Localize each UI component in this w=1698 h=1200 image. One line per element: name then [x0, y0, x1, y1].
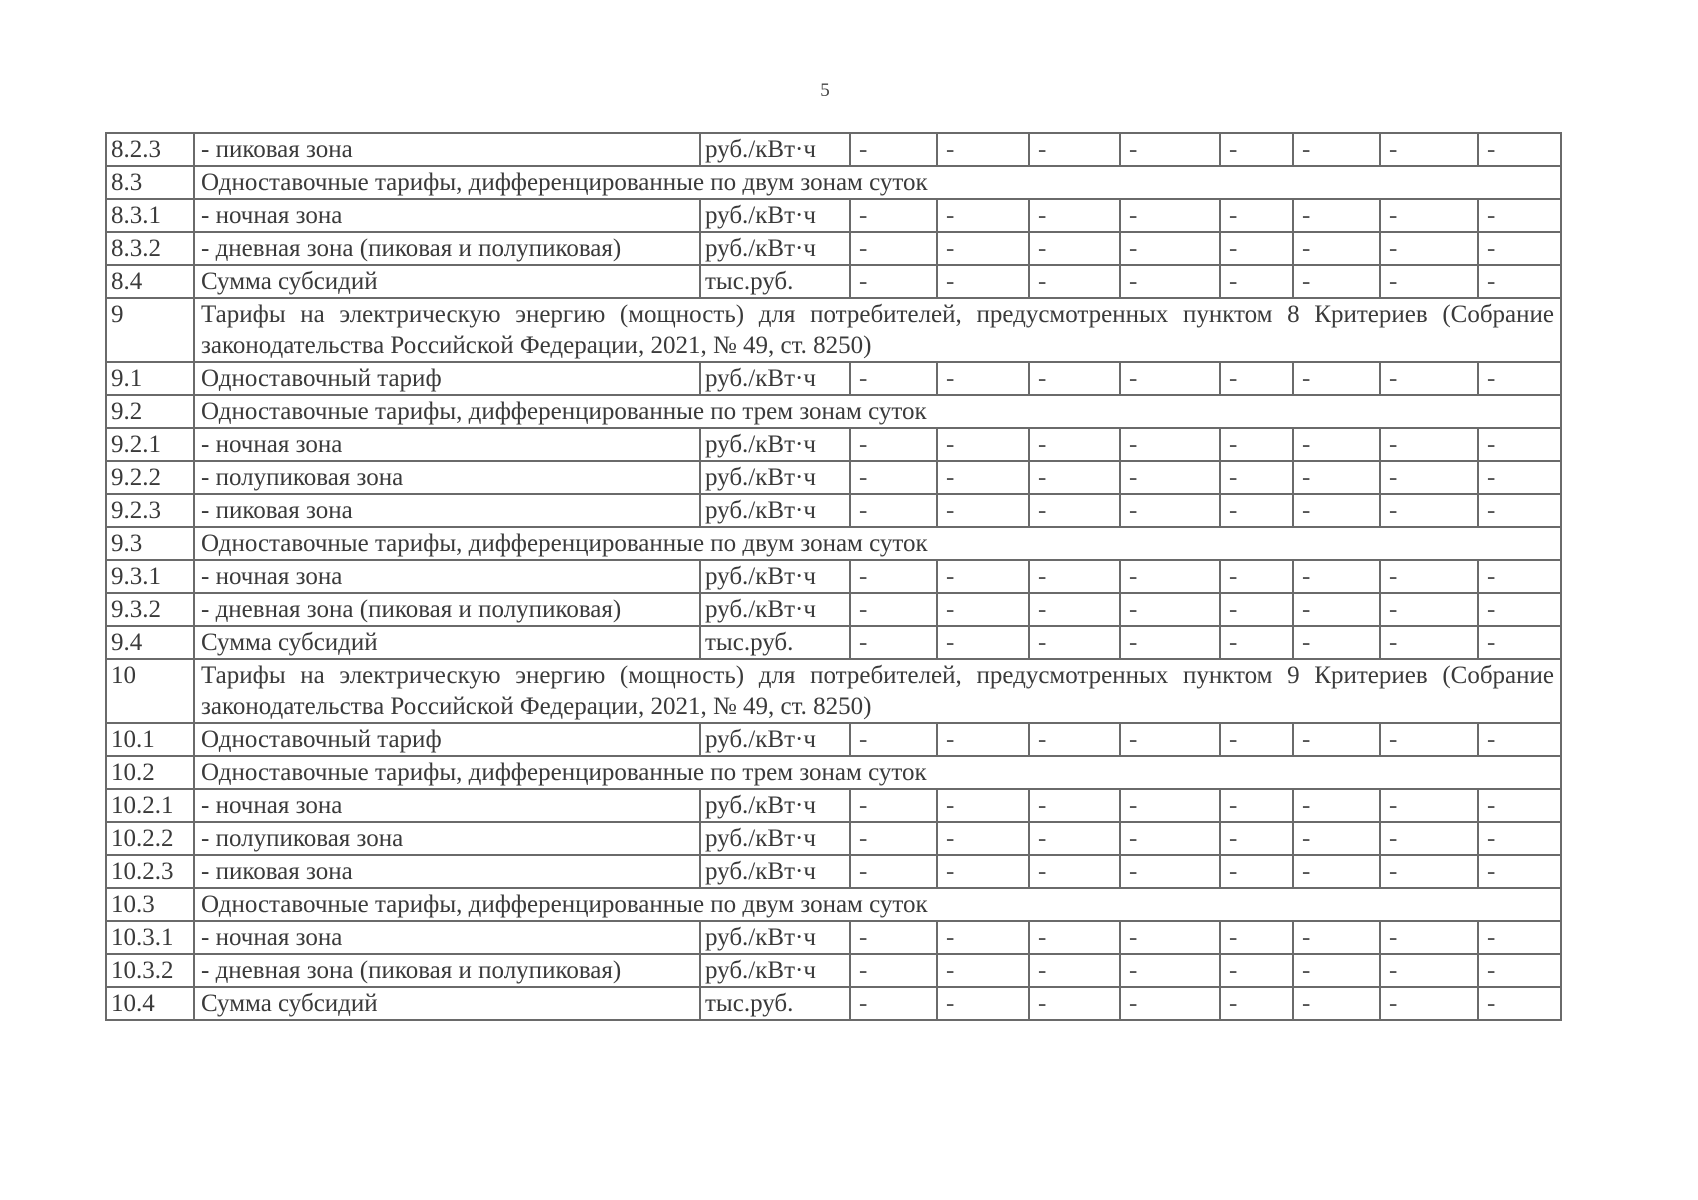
value-cell: - [1380, 494, 1478, 527]
value-cell: - [1029, 199, 1120, 232]
value-cell: - [1293, 461, 1380, 494]
value-cell: - [850, 133, 937, 166]
table-row [106, 789, 1561, 822]
row-number-cell: 9.2.1 [106, 428, 194, 461]
row-number-cell: 9.3.2 [106, 593, 194, 626]
value-cell: - [1120, 593, 1220, 626]
value-cell: - [1380, 723, 1478, 756]
value-cell: - [1478, 987, 1561, 1020]
value-cell: - [850, 560, 937, 593]
section-header-row [106, 298, 1561, 362]
row-number-cell: 10.3 [106, 888, 194, 921]
section-header-cell: Одноставочные тарифы, дифференцированные по двум зонам суток [194, 888, 1561, 921]
value-cell: - [850, 954, 937, 987]
value-cell: - [1478, 855, 1561, 888]
value-cell: - [1029, 362, 1120, 395]
value-cell: - [1220, 494, 1293, 527]
value-cell: - [1120, 461, 1220, 494]
value-cell: - [1120, 855, 1220, 888]
value-cell: - [937, 494, 1029, 527]
value-cell: - [1380, 789, 1478, 822]
row-number-cell: 9.2.2 [106, 461, 194, 494]
row-number-cell: 10.3.2 [106, 954, 194, 987]
section-header-row [106, 888, 1561, 921]
table-row [106, 593, 1561, 626]
section-header-row [106, 395, 1561, 428]
value-cell: - [1220, 954, 1293, 987]
value-cell: - [1380, 954, 1478, 987]
value-cell: - [1220, 265, 1293, 298]
unit-cell: руб./кВт·ч [700, 232, 850, 265]
row-number-cell: 9 [106, 298, 194, 362]
value-cell: - [1029, 428, 1120, 461]
table-row [106, 428, 1561, 461]
value-cell: - [1380, 362, 1478, 395]
value-cell: - [1029, 954, 1120, 987]
value-cell: - [1380, 626, 1478, 659]
value-cell: - [1220, 921, 1293, 954]
table-row [106, 199, 1561, 232]
unit-cell: руб./кВт·ч [700, 461, 850, 494]
value-cell: - [1478, 723, 1561, 756]
indicator-name-cell: - полупиковая зона [194, 461, 700, 494]
value-cell: - [1380, 428, 1478, 461]
value-cell: - [1293, 232, 1380, 265]
value-cell: - [1120, 789, 1220, 822]
row-number-cell: 10.1 [106, 723, 194, 756]
unit-cell: руб./кВт·ч [700, 789, 850, 822]
table-row [106, 954, 1561, 987]
table-row [106, 133, 1561, 166]
indicator-name-cell: - дневная зона (пиковая и полупиковая) [194, 593, 700, 626]
value-cell: - [1120, 362, 1220, 395]
value-cell: - [1220, 461, 1293, 494]
unit-cell: руб./кВт·ч [700, 855, 850, 888]
value-cell: - [1220, 789, 1293, 822]
value-cell: - [1029, 133, 1120, 166]
row-number-cell: 10.2.3 [106, 855, 194, 888]
unit-cell: тыс.руб. [700, 987, 850, 1020]
page-number: 5 [820, 80, 830, 101]
table-row [106, 822, 1561, 855]
value-cell: - [1220, 232, 1293, 265]
value-cell: - [1029, 265, 1120, 298]
indicator-name-cell: - ночная зона [194, 428, 700, 461]
value-cell: - [1120, 723, 1220, 756]
value-cell: - [1120, 822, 1220, 855]
table-row [106, 723, 1561, 756]
value-cell: - [1380, 265, 1478, 298]
table-row [106, 626, 1561, 659]
value-cell: - [1380, 199, 1478, 232]
indicator-name-cell: Сумма субсидий [194, 987, 700, 1020]
table-row [106, 265, 1561, 298]
indicator-name-cell: - ночная зона [194, 921, 700, 954]
value-cell: - [1029, 921, 1120, 954]
table-row [106, 232, 1561, 265]
indicator-name-cell: - дневная зона (пиковая и полупиковая) [194, 954, 700, 987]
indicator-name-cell: Сумма субсидий [194, 626, 700, 659]
value-cell: - [850, 593, 937, 626]
value-cell: - [937, 428, 1029, 461]
value-cell: - [1478, 461, 1561, 494]
value-cell: - [1220, 723, 1293, 756]
value-cell: - [1478, 789, 1561, 822]
value-cell: - [1120, 921, 1220, 954]
value-cell: - [1029, 789, 1120, 822]
value-cell: - [1380, 822, 1478, 855]
value-cell: - [937, 987, 1029, 1020]
table-body [106, 133, 1561, 1020]
indicator-name-cell: - ночная зона [194, 560, 700, 593]
value-cell: - [1029, 626, 1120, 659]
value-cell: - [1029, 822, 1120, 855]
value-cell: - [1029, 723, 1120, 756]
row-number-cell: 10.4 [106, 987, 194, 1020]
value-cell: - [1029, 987, 1120, 1020]
value-cell: - [1293, 428, 1380, 461]
section-header-cell: Одноставочные тарифы, дифференцированные по трем зонам суток [194, 395, 1561, 428]
value-cell: - [1029, 855, 1120, 888]
value-cell: - [1220, 362, 1293, 395]
value-cell: - [1293, 855, 1380, 888]
value-cell: - [1293, 789, 1380, 822]
value-cell: - [1029, 232, 1120, 265]
indicator-name-cell: - ночная зона [194, 199, 700, 232]
value-cell: - [1478, 921, 1561, 954]
section-header-row [106, 756, 1561, 789]
value-cell: - [1029, 494, 1120, 527]
table-row [106, 987, 1561, 1020]
value-cell: - [937, 921, 1029, 954]
value-cell: - [1380, 232, 1478, 265]
value-cell: - [1120, 232, 1220, 265]
value-cell: - [1293, 723, 1380, 756]
table-row [106, 560, 1561, 593]
value-cell: - [937, 855, 1029, 888]
value-cell: - [850, 232, 937, 265]
table-row [106, 921, 1561, 954]
value-cell: - [1029, 593, 1120, 626]
indicator-name-cell: - пиковая зона [194, 855, 700, 888]
value-cell: - [1293, 954, 1380, 987]
value-cell: - [1380, 461, 1478, 494]
row-number-cell: 8.3.1 [106, 199, 194, 232]
section-header-cell: Тарифы на электрическую энергию (мощность) для потребителей, предусмотренных пунктом 8 Критериев (Собрание законодательства Российской Федерации, 2021, № 49, ст. 8250) [194, 298, 1561, 362]
table-row [106, 362, 1561, 395]
value-cell: - [937, 199, 1029, 232]
value-cell: - [1478, 265, 1561, 298]
row-number-cell: 10.2 [106, 756, 194, 789]
row-number-cell: 8.4 [106, 265, 194, 298]
value-cell: - [850, 265, 937, 298]
table-row [106, 461, 1561, 494]
row-number-cell: 9.2 [106, 395, 194, 428]
value-cell: - [1293, 133, 1380, 166]
unit-cell: руб./кВт·ч [700, 954, 850, 987]
unit-cell: руб./кВт·ч [700, 560, 850, 593]
row-number-cell: 10.3.1 [106, 921, 194, 954]
value-cell: - [1220, 593, 1293, 626]
value-cell: - [1380, 593, 1478, 626]
value-cell: - [1293, 593, 1380, 626]
value-cell: - [1293, 362, 1380, 395]
value-cell: - [1478, 626, 1561, 659]
value-cell: - [1120, 428, 1220, 461]
value-cell: - [937, 461, 1029, 494]
indicator-name-cell: - пиковая зона [194, 494, 700, 527]
value-cell: - [937, 232, 1029, 265]
indicator-name-cell: Одноставочный тариф [194, 723, 700, 756]
table-row [106, 494, 1561, 527]
value-cell: - [1478, 199, 1561, 232]
value-cell: - [1380, 855, 1478, 888]
value-cell: - [850, 461, 937, 494]
value-cell: - [1478, 428, 1561, 461]
value-cell: - [850, 626, 937, 659]
unit-cell: тыс.руб. [700, 265, 850, 298]
indicator-name-cell: - дневная зона (пиковая и полупиковая) [194, 232, 700, 265]
value-cell: - [1293, 921, 1380, 954]
value-cell: - [1380, 987, 1478, 1020]
value-cell: - [1293, 560, 1380, 593]
value-cell: - [1220, 133, 1293, 166]
value-cell: - [1120, 954, 1220, 987]
row-number-cell: 8.3.2 [106, 232, 194, 265]
value-cell: - [937, 362, 1029, 395]
section-header-row [106, 166, 1561, 199]
unit-cell: руб./кВт·ч [700, 428, 850, 461]
value-cell: - [1120, 133, 1220, 166]
section-header-row [106, 527, 1561, 560]
indicator-name-cell: Одноставочный тариф [194, 362, 700, 395]
value-cell: - [1478, 494, 1561, 527]
value-cell: - [1478, 593, 1561, 626]
value-cell: - [1120, 987, 1220, 1020]
indicator-name-cell: - пиковая зона [194, 133, 700, 166]
row-number-cell: 10.2.2 [106, 822, 194, 855]
value-cell: - [937, 626, 1029, 659]
row-number-cell: 8.3 [106, 166, 194, 199]
value-cell: - [1120, 265, 1220, 298]
value-cell: - [937, 822, 1029, 855]
value-cell: - [850, 987, 937, 1020]
value-cell: - [1220, 855, 1293, 888]
section-header-cell: Одноставочные тарифы, дифференцированные по трем зонам суток [194, 756, 1561, 789]
unit-cell: руб./кВт·ч [700, 494, 850, 527]
value-cell: - [1380, 133, 1478, 166]
value-cell: - [850, 789, 937, 822]
value-cell: - [850, 855, 937, 888]
value-cell: - [937, 265, 1029, 298]
value-cell: - [1120, 626, 1220, 659]
value-cell: - [1293, 265, 1380, 298]
row-number-cell: 9.2.3 [106, 494, 194, 527]
unit-cell: тыс.руб. [700, 626, 850, 659]
value-cell: - [850, 723, 937, 756]
value-cell: - [1380, 560, 1478, 593]
section-header-cell: Тарифы на электрическую энергию (мощность) для потребителей, предусмотренных пунктом 9 Критериев (Собрание законодательства Российской Федерации, 2021, № 49, ст. 8250) [194, 659, 1561, 723]
value-cell: - [1220, 987, 1293, 1020]
section-header-cell: Одноставочные тарифы, дифференцированные по двум зонам суток [194, 527, 1561, 560]
value-cell: - [1220, 626, 1293, 659]
value-cell: - [1120, 560, 1220, 593]
value-cell: - [850, 921, 937, 954]
value-cell: - [937, 593, 1029, 626]
value-cell: - [1293, 494, 1380, 527]
unit-cell: руб./кВт·ч [700, 593, 850, 626]
section-header-row [106, 659, 1561, 723]
unit-cell: руб./кВт·ч [700, 199, 850, 232]
value-cell: - [850, 362, 937, 395]
value-cell: - [1380, 921, 1478, 954]
value-cell: - [1293, 626, 1380, 659]
value-cell: - [1478, 954, 1561, 987]
value-cell: - [937, 133, 1029, 166]
value-cell: - [850, 494, 937, 527]
value-cell: - [937, 789, 1029, 822]
value-cell: - [937, 723, 1029, 756]
value-cell: - [1220, 822, 1293, 855]
value-cell: - [1220, 428, 1293, 461]
table-row [106, 855, 1561, 888]
value-cell: - [937, 954, 1029, 987]
value-cell: - [1478, 133, 1561, 166]
value-cell: - [1220, 199, 1293, 232]
value-cell: - [1478, 560, 1561, 593]
value-cell: - [1029, 461, 1120, 494]
value-cell: - [1120, 199, 1220, 232]
value-cell: - [937, 560, 1029, 593]
value-cell: - [1293, 987, 1380, 1020]
unit-cell: руб./кВт·ч [700, 822, 850, 855]
unit-cell: руб./кВт·ч [700, 723, 850, 756]
section-header-cell: Одноставочные тарифы, дифференцированные по двум зонам суток [194, 166, 1561, 199]
unit-cell: руб./кВт·ч [700, 921, 850, 954]
value-cell: - [850, 428, 937, 461]
value-cell: - [1293, 199, 1380, 232]
value-cell: - [1478, 362, 1561, 395]
value-cell: - [1293, 822, 1380, 855]
unit-cell: руб./кВт·ч [700, 362, 850, 395]
value-cell: - [850, 822, 937, 855]
row-number-cell: 9.1 [106, 362, 194, 395]
row-number-cell: 9.3 [106, 527, 194, 560]
row-number-cell: 9.3.1 [106, 560, 194, 593]
value-cell: - [1478, 232, 1561, 265]
row-number-cell: 10.2.1 [106, 789, 194, 822]
value-cell: - [850, 199, 937, 232]
row-number-cell: 8.2.3 [106, 133, 194, 166]
row-number-cell: 10 [106, 659, 194, 723]
value-cell: - [1220, 560, 1293, 593]
row-number-cell: 9.4 [106, 626, 194, 659]
indicator-name-cell: Сумма субсидий [194, 265, 700, 298]
indicator-name-cell: - полупиковая зона [194, 822, 700, 855]
unit-cell: руб./кВт·ч [700, 133, 850, 166]
value-cell: - [1120, 494, 1220, 527]
tariff-table [105, 132, 1562, 1021]
value-cell: - [1478, 822, 1561, 855]
value-cell: - [1029, 560, 1120, 593]
indicator-name-cell: - ночная зона [194, 789, 700, 822]
